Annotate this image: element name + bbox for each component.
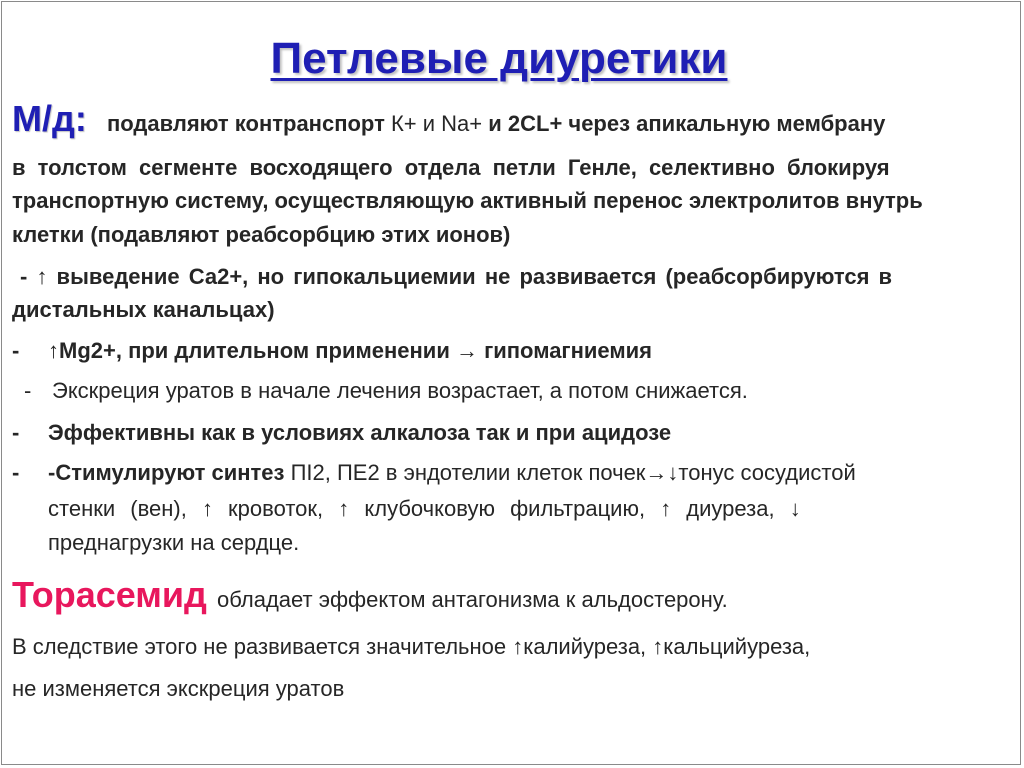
- page-title: Петлевые диуретики: [270, 34, 728, 83]
- calcium-line-1: - ↑ выведение Са2+, но гипокальциемии не развивается (реабсорбируются в: [20, 264, 893, 289]
- stimulate-bold-text: -Стимулируют синтез: [48, 460, 285, 485]
- stimulate-item: [12, 460, 856, 486]
- magnesium-item: [12, 338, 652, 364]
- stimulate-line-2-text: стенки (вен), ↑ кровоток, ↑ клубочковую фильтрацию, ↑ диуреза, ↓: [48, 496, 801, 521]
- md-rest-text: и 2CL+ через апикальную мембрану: [488, 111, 886, 136]
- md-ions-text: К+ и Na+: [390, 111, 483, 136]
- md-line-2: [12, 155, 1002, 181]
- torasemide-line-1: [12, 574, 728, 615]
- md-line-3: транспортную систему, осуществляющую активный перенос электролитов внутрь: [12, 188, 923, 213]
- md-line-4: клетки (подавляют реабсорбцию этих ионов): [12, 222, 511, 247]
- urate-text: Экскреция уратов в начале лечения возрастает, а потом снижается.: [52, 378, 748, 403]
- calcium-line-2: дистальных канальцах): [12, 297, 275, 322]
- stimulate-line-2: [48, 496, 1002, 522]
- alkalosis-text: Эффективны как в условиях алкалоза так и при ацидозе: [48, 420, 672, 445]
- magnesium-text: ↑Mg2+, при длительном применении → гипомагниемия: [48, 338, 652, 363]
- md-label: М/д:: [12, 98, 87, 139]
- alkalosis-item: [12, 420, 671, 446]
- urate-item: [24, 378, 748, 404]
- bullet-dash: -: [12, 460, 20, 485]
- bullet-dash: -: [12, 420, 20, 445]
- slide: [1, 1, 1021, 765]
- bullet-dash: -: [24, 378, 32, 403]
- md-line-2-text: в толстом сегменте восходящего отдела петли Генле, селективно блокируя: [12, 155, 890, 180]
- torasemide-line-2: В следствие этого не развивается значительное ↑калийуреза, ↑кальцийуреза,: [12, 634, 811, 659]
- md-line-1: [12, 98, 886, 139]
- torasemide-name: Торасемид: [12, 574, 207, 615]
- torasemide-text: обладает эффектом антагонизма к альдостерону.: [217, 587, 728, 612]
- md-bold-text: подавляют контранспорт: [106, 111, 385, 136]
- stimulate-line-3: преднагрузки на сердце.: [48, 530, 300, 555]
- stimulate-rest-text: ПІ2, ПЕ2 в эндотелии клеток почек→↓тонус сосудистой: [290, 460, 856, 485]
- torasemide-line-3: не изменяется экскреция уратов: [12, 676, 345, 701]
- bullet-dash: -: [12, 338, 20, 363]
